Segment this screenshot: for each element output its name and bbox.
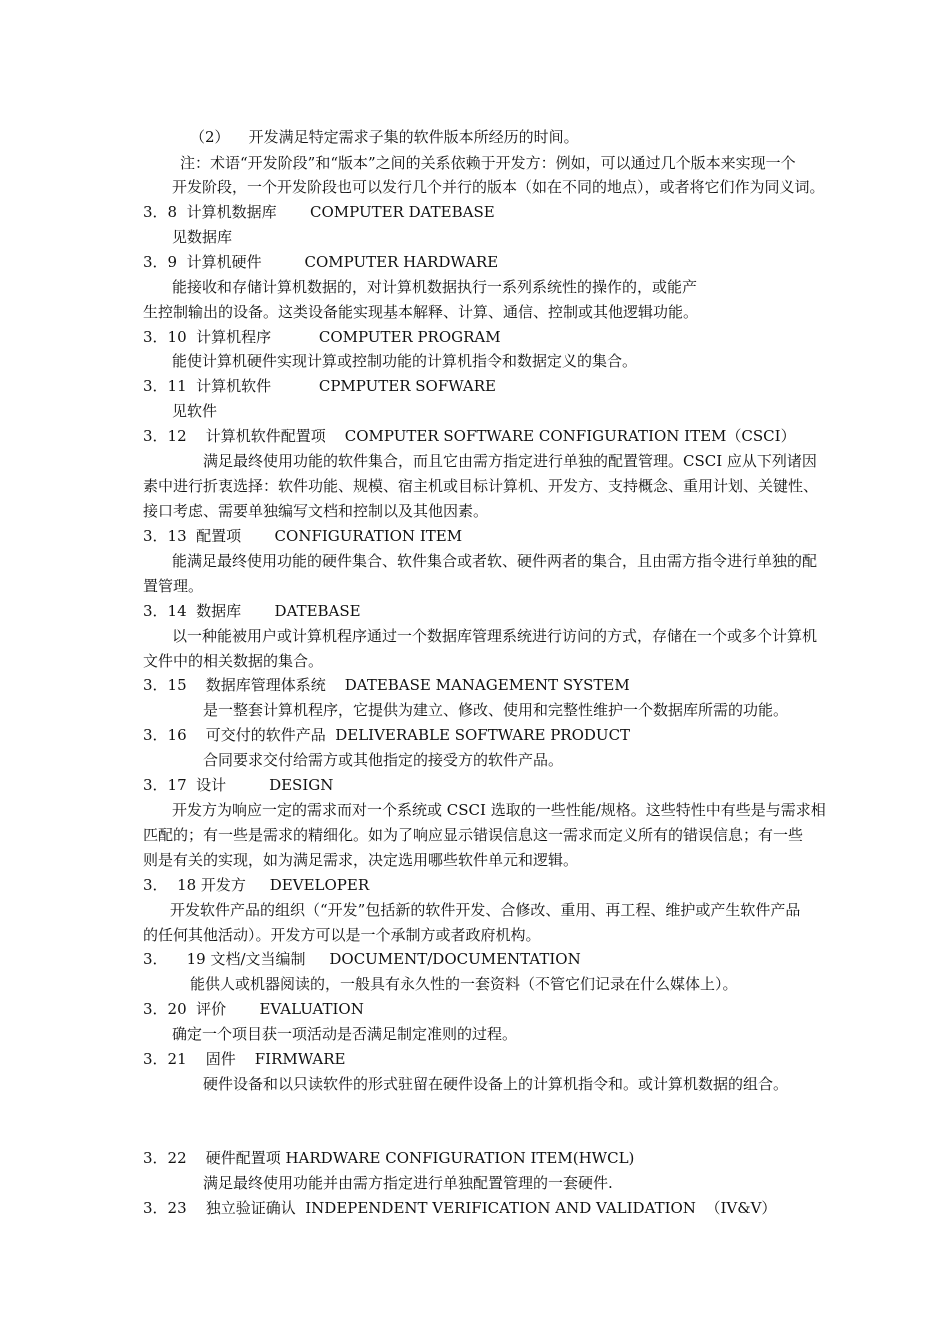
definition-line: 见软件 xyxy=(172,402,218,420)
definition-line: 匹配的；有一些是需求的精细化。如为了响应显示错误信息这一需求而定义所有的错误信息；有一些 xyxy=(143,826,804,844)
definition-line: 满足最终使用功能并由需方指定进行单独配置管理的一套硬件. xyxy=(203,1174,613,1192)
note-line: 注：术语“开发阶段”和“版本”之间的关系依赖于开发方：例如，可以通过几个版本来实现一个 xyxy=(180,154,796,172)
section-heading: 3． 18 开发方 DEVELOPER xyxy=(143,876,370,894)
definition-line: 以一种能被用户或计算机程序通过一个数据库管理系统进行访问的方式，存储在一个或多个计算机 xyxy=(172,627,818,645)
section-heading: 3．12 计算机软件配置项 COMPUTER SOFTWARE CONFIGURATION ITEM（CSCI） xyxy=(143,427,796,445)
definition-line: 文件中的相关数据的集合。 xyxy=(143,652,324,670)
section-heading: 3．8 计算机数据库 COMPUTER DATEBASE xyxy=(143,203,495,221)
definition-line: 满足最终使用功能的软件集合，而且它由需方指定进行单独的配置管理。CSCI 应从下列诸因 xyxy=(203,452,817,470)
section-heading: 3．11 计算机软件 CPMPUTER SOFWARE xyxy=(143,377,496,395)
definition-line: 则是有关的实现，如为满足需求，决定选用哪些软件单元和逻辑。 xyxy=(143,851,579,869)
definition-line: 生控制输出的设备。这类设备能实现基本解释、计算、通信、控制或其他逻辑功能。 xyxy=(143,303,699,321)
definition-line: 接口考虑、需要单独编写文档和控制以及其他因素。 xyxy=(143,502,489,520)
definition-line: 置管理。 xyxy=(143,577,204,595)
section-heading: 3．22 硬件配置项 HARDWARE CONFIGURATION ITEM(HWCL) xyxy=(143,1149,635,1167)
section-heading: 3．15 数据库管理体系统 DATEBASE MANAGEMENT SYSTEM xyxy=(143,676,630,694)
definition-line: 能供人或机器阅读的，一般具有永久性的一套资料（不管它们记录在什么媒体上）。 xyxy=(190,975,738,993)
section-heading: 3．10 计算机程序 COMPUTER PROGRAM xyxy=(143,328,501,346)
definition-line: 能使计算机硬件实现计算或控制功能的计算机指令和数据定义的集合。 xyxy=(172,352,638,370)
definition-line: 素中进行折衷选择：软件功能、规模、宿主机或目标计算机、开发方、支持概念、重用计划、关键性、 xyxy=(143,477,819,495)
section-heading: 3．21 固件 FIRMWARE xyxy=(143,1050,346,1068)
definition-line: 确定一个项目获一项活动是否满足制定准则的过程。 xyxy=(172,1025,518,1043)
definition-line: 能满足最终使用功能的硬件集合、软件集合或者软、硬件两者的集合，且由需方指令进行单独的配 xyxy=(172,552,818,570)
definition-line: 开发方为响应一定的需求而对一个系统或 CSCI 选取的一些性能/规格。这些特性中有些是与需求相 xyxy=(172,801,826,819)
section-heading: 3．16 可交付的软件产品 DELIVERABLE SOFTWARE PRODUCT xyxy=(143,726,631,744)
section-heading: 3．14 数据库 DATEBASE xyxy=(143,602,361,620)
section-heading: 3．20 评价 EVALUATION xyxy=(143,1000,364,1018)
definition-line: 开发软件产品的组织（“开发”包括新的软件开发、合修改、重用、再工程、维护或产生软件产品 xyxy=(170,901,801,919)
section-heading: 3．17 设计 DESIGN xyxy=(143,776,334,794)
definition-line: 的任何其他活动）。开发方可以是一个承制方或者政府机构。 xyxy=(143,926,541,944)
definition-line: 硬件设备和以只读软件的形式驻留在硬件设备上的计算机指令和。或计算机数据的组合。 xyxy=(203,1075,789,1093)
note-line: 开发阶段，一个开发阶段也可以发行几个并行的版本（如在不同的地点），或者将它们作为同义词。 xyxy=(172,178,825,196)
text-line: （2） 开发满足特定需求子集的软件版本所经历的时间。 xyxy=(190,128,579,146)
section-heading: 3．9 计算机硬件 COMPUTER HARDWARE xyxy=(143,253,499,271)
definition-line: 能接收和存储计算机数据的，对计算机数据执行一系列系统性的操作的，或能产 xyxy=(172,278,698,296)
section-heading: 3．13 配置项 CONFIGURATION ITEM xyxy=(143,527,463,545)
section-heading: 3．23 独立验证确认 INDEPENDENT VERIFICATION AND VALIDATION （IV&V） xyxy=(143,1199,777,1217)
definition-line: 合同要求交付给需方或其他指定的接受方的软件产品。 xyxy=(203,751,564,769)
section-heading: 3． 19 文档/文当编制 DOCUMENT/DOCUMENTATION xyxy=(143,950,581,968)
definition-line: 是一整套计算机程序，它提供为建立、修改、使用和完整性维护一个数据库所需的功能。 xyxy=(203,701,789,719)
definition-line: 见数据库 xyxy=(172,228,233,246)
